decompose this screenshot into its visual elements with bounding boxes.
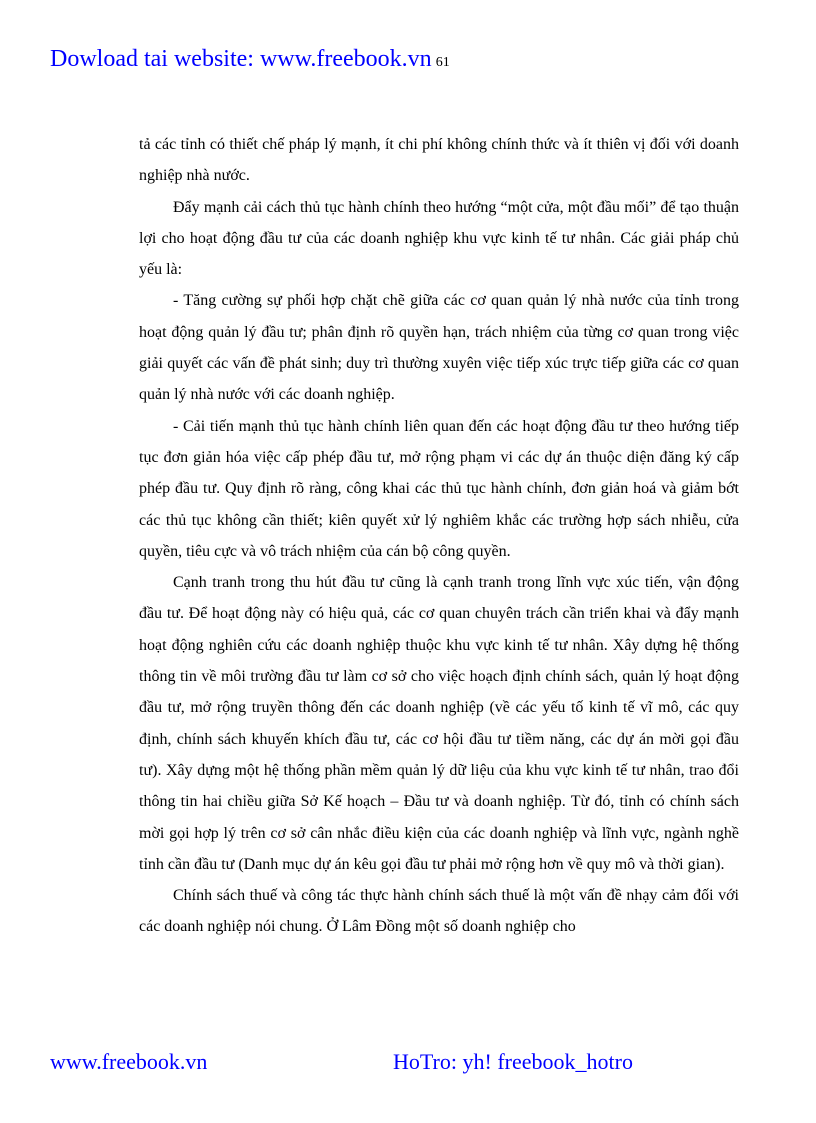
page-header: [50, 41, 450, 77]
document-body: [139, 129, 739, 943]
download-website-link[interactable]: Dowload tai website: www.freebook.vn: [50, 46, 432, 72]
footer-website-link[interactable]: www.freebook.vn: [50, 1049, 208, 1074]
paragraph-5: Cạnh tranh trong thu hút đầu tư cũng là cạnh tranh trong lĩnh vực xúc tiến, vận động đầu tư. Để hoạt động này có hiệu quả, các cơ quan chuyên trách cần triển khai và đẩy mạnh hoạt động nghiên cứu các doanh nghiệp thuộc khu vực kinh tế tư nhân. Xây dựng hệ thống thông tin về môi trường đầu tư làm cơ sở cho việc hoạch định chính sách, quản lý hoạt động đầu tư, mở rộng truyền thông đến các doanh nghiệp (về các yếu tố kinh tế vĩ mô, các quy định, chính sách khuyến khích đầu tư, các cơ hội đầu tư tiềm năng, các dự án mời gọi đầu tư). Xây dựng một hệ thống phần mềm quản lý dữ liệu của khu vực kinh tế tư nhân, trao đổi thông tin hai chiều giữa Sở Kế hoạch – Đầu tư và doanh nghiệp. Từ đó, tỉnh có chính sách mời gọi hợp lý trên cơ sở cân nhắc điều kiện của các doanh nghiệp và lĩnh vực, ngành nghề tỉnh cần đầu tư (Danh mục dự án kêu gọi đầu tư phải mở rộng hơn về quy mô và thời gian).: [139, 574, 739, 873]
paragraph-2: Đẩy mạnh cải cách thủ tục hành chính theo hướng “một cửa, một đầu mối” để tạo thuận lợi cho hoạt động đầu tư của các doanh nghiệp khu vực kinh tế tư nhân. Các giải pháp chủ yếu là:: [139, 198, 739, 279]
paragraph-3: - Tăng cường sự phối hợp chặt chẽ giữa các cơ quan quản lý nhà nước của tỉnh trong hoạt động quản lý đầu tư; phân định rõ quyền hạn, trách nhiệm của từng cơ quan trong việc giải quyết các vấn đề phát sinh; duy trì thường xuyên việc tiếp xúc trực tiếp giữa các cơ quan quản lý nhà nước với các doanh nghiệp.: [139, 292, 739, 404]
paragraph-6: Chính sách thuế và công tác thực hành chính sách thuế là một vấn đề nhạy cảm đối với các doanh nghiệp nói chung. Ở Lâm Đồng một số doanh nghiệp cho: [139, 887, 739, 936]
footer-support-text: HoTro: yh! freebook_hotro: [393, 1049, 633, 1074]
paragraph-1: tả các tỉnh có thiết chế pháp lý mạnh, ít chi phí không chính thức và ít thiên vị đối với doanh nghiệp nhà nước.: [139, 136, 739, 185]
page-number: 61: [435, 55, 450, 70]
paragraph-4: - Cải tiến mạnh thủ tục hành chính liên quan đến các hoạt động đầu tư theo hướng tiếp tục đơn giản hóa việc cấp phép đầu tư, mở rộng phạm vi các dự án thuộc diện đăng ký cấp phép đầu tư. Quy định rõ ràng, công khai các thủ tục hành chính, đơn giản hoá và giảm bớt các thủ tục không cần thiết; kiên quyết xử lý nghiêm khắc các trường hợp sách nhiễu, cửa quyền, tiêu cực và vô trách nhiệm của cán bộ công quyền.: [139, 417, 739, 560]
